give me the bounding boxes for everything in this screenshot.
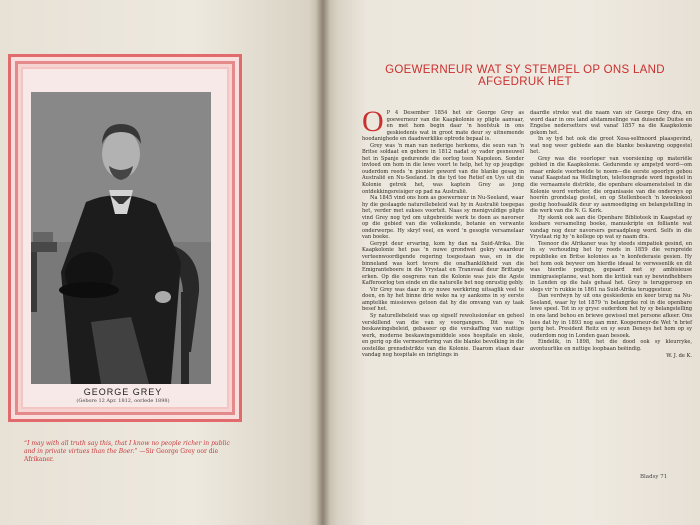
paragraph: Sy naturellebeleid was op sigself rewolusionêar en geheel verskillend van die van sy voorgangers. Dit was 'n beskawingsbeleid, gebaseer op die verskaffing van nuttige werk, moderne beskawingsmiddele soos hospitale en skole, en gerig op die vermeerdering van die blanke bevolking in die oostelike grensdistrikte van die Kolonie. Daarom staan daar vandag nog hospitale en inrigtings in — [362, 312, 524, 359]
quote-text: “I may with all truth say this, that I know no people richer in public and in private virtues than the Boer.” — [24, 440, 230, 455]
article-column-1 — [362, 105, 524, 359]
drop-cap: O — [362, 105, 384, 138]
paragraph: O P 4 Desember 1854 het sir George Grey as goewerneur van die Kaapkolonie sy pligte aanvaar, en met hom begin daar 'n hoofstuk in ons geskiedenis wat in groot mate deur sy uitnemende hoedanighede en daadwerklike optrede bepaal is. — [362, 105, 524, 143]
portrait-caption-name: GEORGE GREY — [83, 387, 163, 397]
page-number: Bladsy 71 — [640, 474, 668, 480]
paragraph: Grey was 'n man van nederige herkoms, die seun van 'n Britse soldaat en gebore in 1812 nadat sy vader gesneuwel het in Spanje gedurende die oorlog teen Napoleon. Sonder invloed om hom in die lewe voort te help, het hy op jeugdige ouderdom reeds 'n pionier geword van die blanke gesag in Australië en Nu-Seeland. In die tyd toe Retief en Uys uit die Kolonie getrek het, was kaptein Grey as jong ontdekkingsreisiger op pad na Australië. — [362, 142, 524, 195]
paragraph: Grey was die voorloper van voorsiening op materiële gebied in die Kaapkolonie. Gedurende sy ampstyd word—om maar enkele voorbeelde te noem—die eerste spoorlyn gebou vanaf Kaapstad na Wellington, telefoongrade word ingestel in die vernaamste distrikte, die openbare eksamenstelsel in die Kolonie word verbeter, die organisasie van die onderwys op hoerên grondslag gestel, en op Stellenbosch 'n kweekskool gestig hoofsaaklik deur sy aanmoediging en belangstelling in die werk van die N. G. Kerk. — [530, 155, 692, 215]
page-gutter — [316, 0, 330, 525]
article-title: GOEWERNEUR WAT SY STEMPEL OP ONS LAND AFGEDRUK HET — [385, 64, 665, 88]
paragraph: In sy tyd het ook die groot Xosa-selfmoord plaasgevind, wat nog weer gebiede aan die blanke beskawing oopgestel het. — [530, 136, 692, 156]
portrait-illustration — [31, 92, 211, 384]
portrait-caption-dates: (Gebore 12 Apr. 1812, oorlede 1898) — [76, 398, 170, 404]
paragraph: Hy skenk ook aan die Openbare Biblioteek in Kaapstad sy kosbare versameling boeke, manuskripte en folliante wat vandag nog deur navorsers geraadpleeg word. Selfs in die Vrystaat rig hy 'n kollege op wat sy naam dra. — [530, 214, 692, 241]
paragraph: Gerypt deur ervaring, kom hy dan na Suid-Afrika. Die Kaapkolonie het pas 'n nuwe grondwet gekry waardeur verteenwoordigende regering toegestaan was, en in die binneland was kort tevore die onafhanklikheid van die Emigranteboere in die Vrystaat en Transvaal deur Brittanje erken. Op die oosgrens van die Kolonie was juis die Agste Kafferoorlog ten einde en die naturelle het nog onrustig gebly. — [362, 240, 524, 287]
portrait-photo — [31, 92, 211, 384]
paragraph: Dan verdwyn hy uit ons geskiedenis en keer terug na Nu-Seeland, waar hy tot 1879 'n belangrike rol in die openbare lewe speel. Tot in sy grysc ouderdom het hy sy belangstelling in ons land behou en briewe gewissel met persone afkeer. Ons lees dat hy in 1893 nog aan mnr. Kooperneur-de Wet 'n brief gerig het. President Reitz en sy seun Deneys het hom op sy ouderdom nog in Londen gaan besoek. — [530, 293, 692, 339]
paragraph: Vir Grey was daar in sy nuwe werkkring uitsaglik veel te doen, en hy het binne drie weke na sy aankoms in sy eerste amptelike missiewes getoon dat hy die omvang van sy taak besef het. — [362, 286, 524, 313]
paragraph: Teenoor die Afrikaner was hy steeds simpatiek gesind, en in sy verhouding het hy reeds in 1859 die verspreide republieke en Britse kolonies as 'n konfederasie gesien. Hy het hom ook beywer om hierdie ideaal te verwesenlik en dit was hierdie pogings, gepaard met sy ambisieuse immigrasieplanne, wat hom die kritiek van sy bewindhebbers in Londen op die hals gehaal het. Grey is teruggeroep en slegs vir 'n rukkie in 1861 na Suid-Afrika teruggestuur. — [530, 240, 692, 293]
paragraph: Eindelik, in 1898, het die dood ook sy kleurryke, avontuurlike en nuttige loopbaan beëindig. — [530, 339, 692, 352]
quote-attribution: —Sir George Grey oor die Afrikaner. — [24, 448, 219, 463]
left-page — [0, 0, 322, 525]
article-column-2 — [530, 110, 692, 360]
pull-quote — [24, 440, 240, 464]
author-signature: W. J. de K. — [666, 353, 692, 360]
paragraph: Na 1845 vind ons hom as goewerneur in Nu-Seeland, waar hy die geslaagde naturellebeleid wat hy in Australië toegepas het, verder met sukses voortsit. Naas sy menigvuldige pligte vind Grey nog tyd om uitgebreide werk te doen as navorser op die gebied van die volkekunde, botanie en verwante onderwerpe. Hy skryf veel, en word 'n gesogte versamelaar van boeke. — [362, 195, 524, 241]
paragraph: daardie streke wat die naam van sir George Grey dra, en word daar in ons land afstammelinge van duisende Duitse en Engelse nedersetters wat vanaf 1857 na die Kaapkolonie gekom het. — [530, 110, 692, 136]
